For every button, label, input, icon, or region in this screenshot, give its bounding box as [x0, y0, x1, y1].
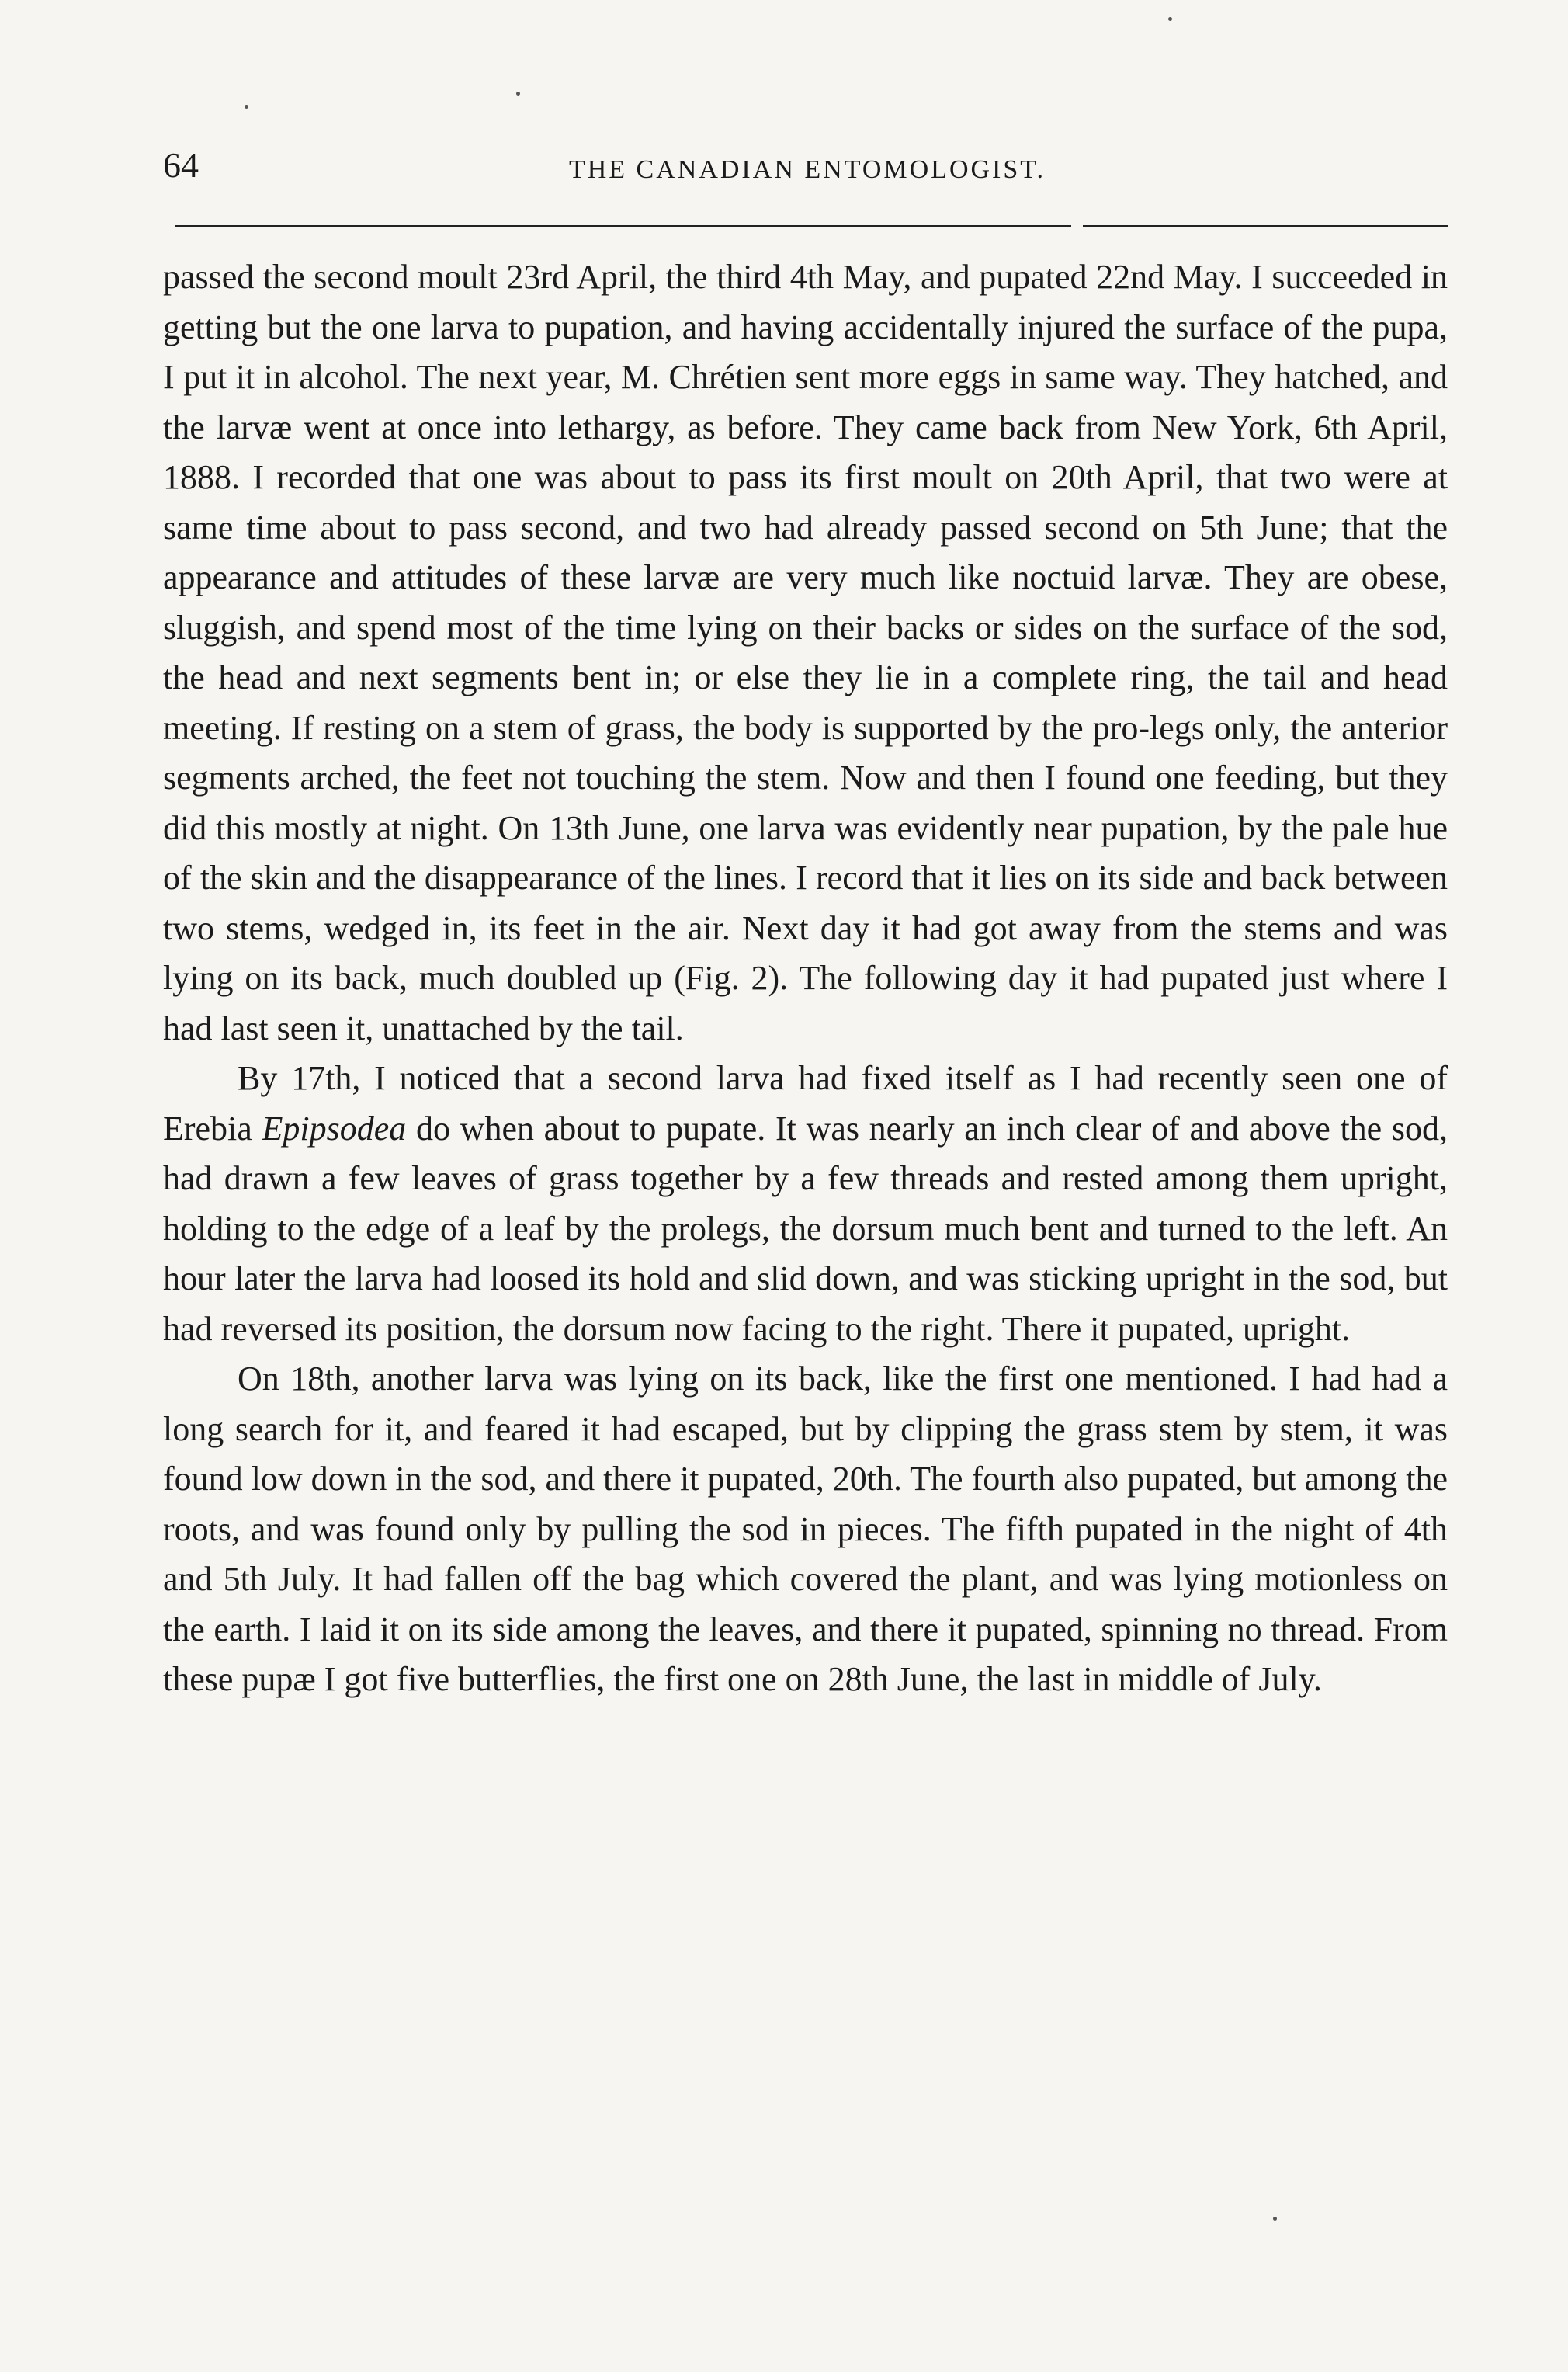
header-rule	[1083, 225, 1448, 227]
paragraph: On 18th, another larva was lying on its back, like the first one mentioned. I had had a long search for it, and feared it had escaped, but by clipping the grass stem by stem, it was found low down in the sod, and there it pupated, 20th. The fourth also pupated, but among the roots, and was found only by pulling the sod in pieces. The fifth pupated in the night of 4th and 5th July. It had fallen off the bag which covered the plant, and was lying motionless on the earth. I laid it on its side among the leaves, and there it pupated, spinning no thread. From these pupæ I got five butterflies, the first one on 28th June, the last in middle of July.	[163, 1360, 1448, 1698]
paragraph-text: do when about to pupate. It was nearly an inch clear of and above the sod, had drawn a few leaves of grass together by a few threads and rested among them upright, holding to the edge of a leaf by the prolegs, the dorsum much bent and turned to the left. An hour later the larva had loosed its hold and slid down, and was sticking upright in the sod, but had reversed its position, the dorsum now facing to the right. There it pupated, upright.	[163, 1109, 1448, 1348]
running-head: THE CANADIAN ENTOMOLOGIST.	[568, 155, 1046, 184]
scan-speck	[245, 105, 248, 109]
page-number: 64	[163, 145, 199, 185]
paragraph-text: By 17th, I noticed that a second larva had fixed itself as I had recently seen one of Erebia	[163, 1059, 1448, 1148]
scan-speck	[1273, 2217, 1277, 2221]
article-body	[163, 252, 1448, 1705]
scan-speck	[516, 92, 520, 96]
species-name: Epipsodea	[262, 1109, 407, 1148]
header-rule	[175, 225, 1071, 227]
paragraph: passed the second moult 23rd April, the third 4th May, and pupated 22nd May. I succeeded in getting but the one larva to pupation, and having accidentally injured the surface of the pupa, I put it in alcohol. The next year, M. Chrétien sent more eggs in same way. They hatched, and the larvæ went at once into lethargy, as before. They came back from New York, 6th April, 1888. I recorded that one was about to pass its first moult on 20th April, that two were at same time about to pass second, and two had already passed second on 5th June; that the appearance and attitudes of these larvæ are very much like noctuid larvæ. They are obese, sluggish, and spend most of the time lying on their backs or sides on the surface of the sod, the head and next segments bent in; or else they lie in a complete ring, the tail and head meeting. If resting on a stem of grass, the body is supported by the pro-legs only, the anterior segments arched, the feet not touching the stem. Now and then I found one feeding, but they did this mostly at night. On 13th June, one larva was evidently near pupation, by the pale hue of the skin and the disappearance of the lines. I record that it lies on its side and back between two stems, wedged in, its feet in the air. Next day it had got away from the stems and was lying on its back, much doubled up (Fig. 2). The following day it had pupated just where I had last seen it, unattached by the tail.	[163, 258, 1448, 1047]
paragraph	[163, 1054, 1448, 1354]
scan-speck	[1168, 17, 1172, 21]
